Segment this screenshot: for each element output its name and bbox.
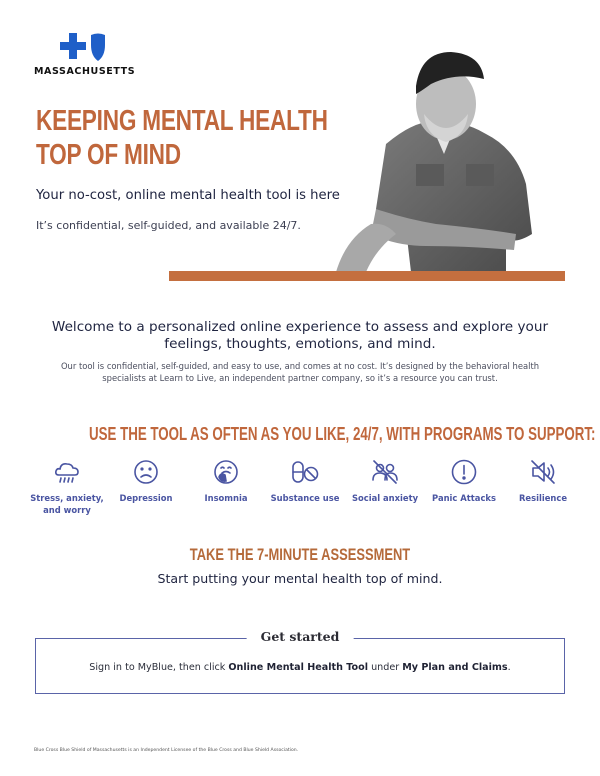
headline-line-2: TOP OF MIND [36, 139, 181, 171]
program-panic-attacks: Panic Attacks [419, 457, 509, 504]
program-stress: Stress, anxiety, and worry [22, 457, 112, 516]
hero-subhead: Your no-cost, online mental health tool is here [36, 188, 340, 203]
welcome-body: Our tool is confidential, self-guided, and easy to use, and comes at no cost. It’s designed by the behavioral health specialists at Learn to Live, an independent partner company, so it’s a resource you can trust. [60, 361, 540, 383]
rain-cloud-icon [52, 457, 82, 487]
program-resilience: Resilience [498, 457, 588, 504]
hero-subline: It’s confidential, self-guided, and available 24/7. [36, 219, 301, 232]
program-social-anxiety: Social anxiety [340, 457, 430, 504]
hero-photo [316, 24, 552, 272]
program-insomnia: Insomnia [181, 457, 271, 504]
my-plan-and-claims-link[interactable]: My Plan and Claims [402, 662, 508, 673]
program-depression: Depression [101, 457, 191, 504]
assessment-subtitle: Start putting your mental health top of mind. [157, 571, 443, 586]
footer-disclaimer: Blue Cross Blue Shield of Massachusetts is an Independent Licensee of the Blue Cross and Blue Shield Association. [34, 748, 299, 753]
get-started-instructions: Sign in to MyBlue, then click Online Mental Health Tool under My Plan and Claims. [89, 662, 511, 673]
online-mental-health-tool-link[interactable]: Online Mental Health Tool [228, 662, 369, 673]
get-started-title: Get started [247, 629, 354, 644]
exclamation-circle-icon [449, 457, 479, 487]
page-headline [36, 104, 328, 172]
programs-title: USE THE TOOL AS OFTEN AS YOU LIKE, 24/7, WITH PROGRAMS TO SUPPORT: [88, 424, 596, 444]
people-crossed-icon [370, 457, 400, 487]
headline-line-1: KEEPING MENTAL HEALTH [36, 105, 328, 137]
pill-no-icon [290, 457, 320, 487]
speaker-muted-icon [528, 457, 558, 487]
accent-bar [169, 271, 565, 281]
logo-wordmark: MASSACHUSETTS [34, 66, 136, 77]
program-substance-use: Substance use [260, 457, 350, 504]
programs-list [22, 457, 582, 527]
cross-shield-icon [60, 33, 120, 63]
sleepy-face-icon [211, 457, 241, 487]
sad-face-icon [131, 457, 161, 487]
assessment-title: TAKE THE 7-MINUTE ASSESSMENT [189, 545, 411, 564]
get-started-box [35, 629, 565, 694]
welcome-heading: Welcome to a personalized online experience to assess and explore your feelings, thoughts, emotions, and mind. [51, 319, 549, 352]
